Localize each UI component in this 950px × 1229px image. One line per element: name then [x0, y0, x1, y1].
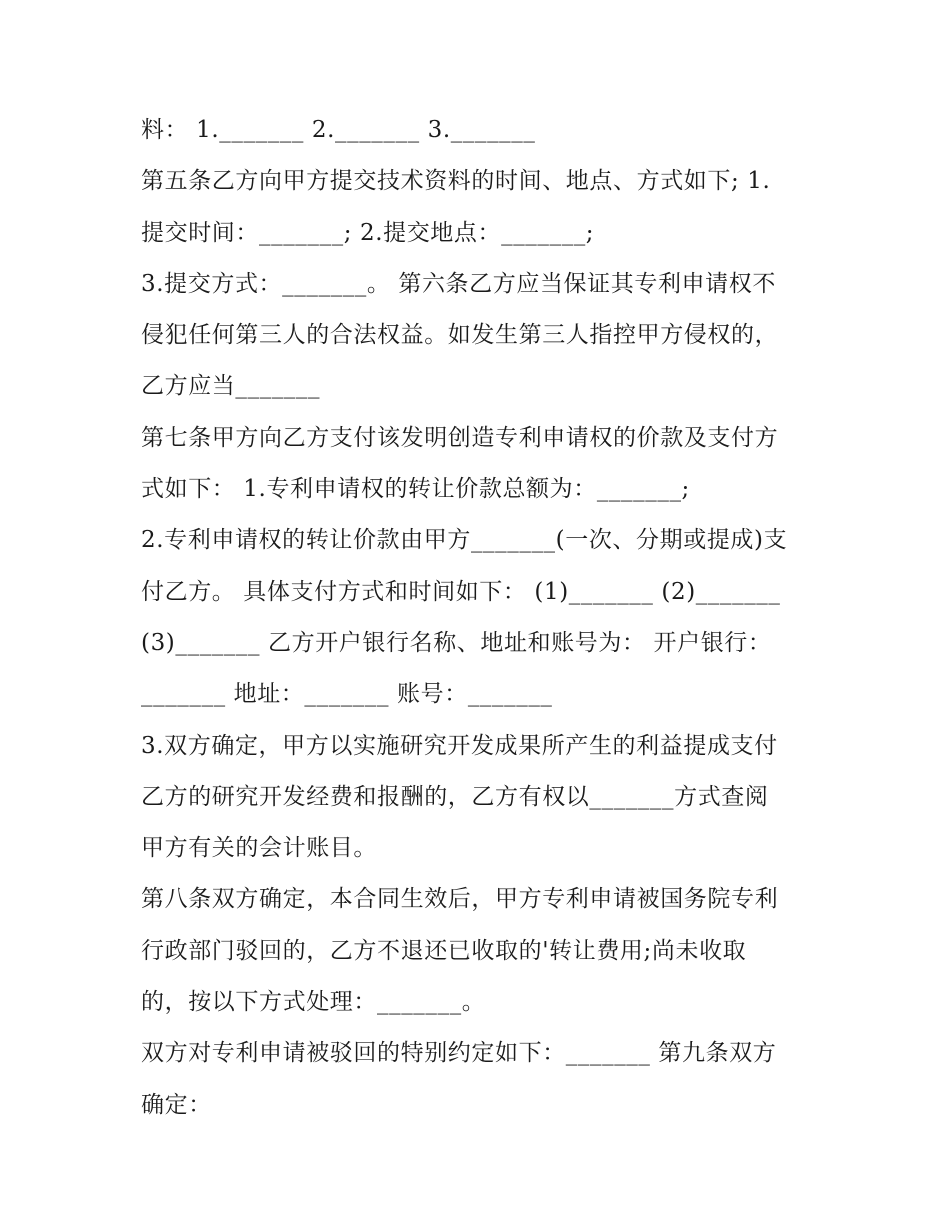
text-line: 第八条双方确定，本合同生效后，甲方专利申请被国务院专利: [141, 886, 779, 913]
text-line: 的，按以下方式处理：_______。: [141, 989, 486, 1016]
text-line: 甲方有关的会计账目。: [141, 835, 377, 862]
text-line: 双方对专利申请被驳回的特别约定如下：_______ 第九条双方: [141, 1040, 777, 1067]
text-line: 付乙方。 具体支付方式和时间如下： (1)_______ (2)_______: [141, 578, 781, 605]
text-line: 第七条甲方向乙方支付该发明创造专利申请权的价款及支付方: [141, 424, 779, 451]
text-line: (3)_______ 乙方开户银行名称、地址和账号为： 开户银行：: [141, 629, 772, 656]
text-line: 确定：: [141, 1091, 212, 1118]
text-line: 2.专利申请权的转让价款由甲方_______(一次、分期或提成)支: [141, 527, 788, 554]
text-line: 乙方应当_______: [141, 373, 321, 400]
text-line: 式如下： 1.专利申请权的转让价款总额为：_______;: [141, 476, 690, 503]
text-line: 3.提交方式：_______。 第六条乙方应当保证其专利申请权不: [141, 270, 776, 297]
text-line: 乙方的研究开发经费和报酬的，乙方有权以_______方式查阅: [141, 783, 769, 810]
text-line: 侵犯任何第三人的合法权益。如发生第三人指控甲方侵权的，: [141, 322, 779, 349]
text-line: 第五条乙方向甲方提交技术资料的时间、地点、方式如下; 1.: [141, 168, 771, 195]
text-line: _______ 地址：_______ 账号：_______: [141, 681, 553, 708]
document-body: [141, 108, 821, 1134]
text-line: 提交时间：_______; 2.提交地点：_______;: [141, 219, 595, 246]
text-line: 料： 1._______ 2._______ 3._______: [141, 117, 536, 143]
text-line: 行政部门驳回的，乙方不退还已收取的'转让费用;尚未收取: [141, 937, 747, 964]
text-line: 3.双方确定，甲方以实施研究开发成果所产生的利益提成支付: [141, 732, 778, 759]
